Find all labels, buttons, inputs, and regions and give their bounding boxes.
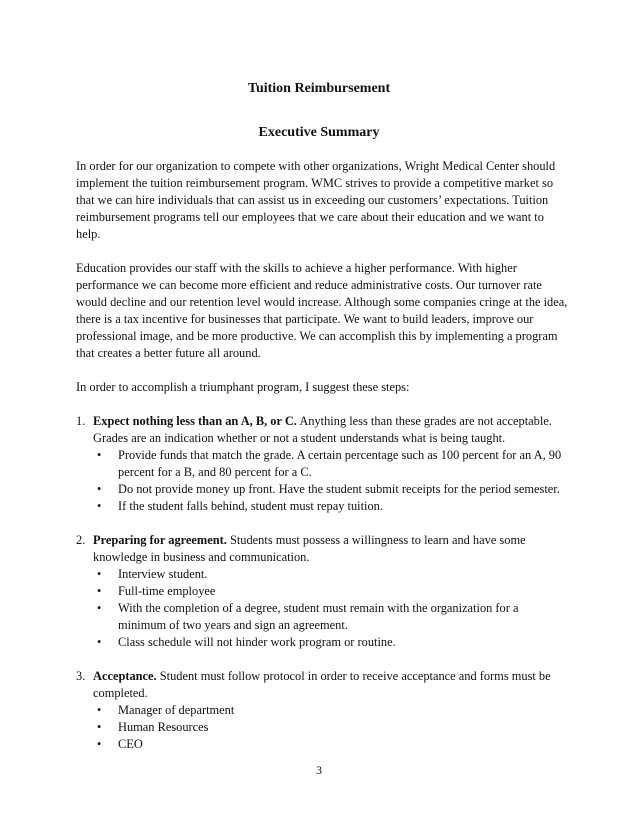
bullet-list xyxy=(93,447,568,515)
document-body xyxy=(76,158,568,770)
bullet-icon: • xyxy=(97,601,102,615)
step-text xyxy=(93,413,568,447)
bullet-list xyxy=(93,702,568,753)
list-item-text: With the completion of a degree, student must remain with the organization for a minimum of two years and sign an agreement. xyxy=(118,601,519,632)
bullet-icon: • xyxy=(97,584,102,598)
bullet-icon: • xyxy=(97,448,102,462)
step-2 xyxy=(76,532,568,651)
list-item-text: Interview student. xyxy=(118,567,208,581)
bullet-icon: • xyxy=(97,737,102,751)
step-heading: Acceptance. xyxy=(93,669,157,683)
list-item xyxy=(93,634,568,651)
list-item-text: CEO xyxy=(118,737,143,751)
step-number: 1. xyxy=(76,414,86,428)
list-item-text: Manager of department xyxy=(118,703,235,717)
step-text xyxy=(93,532,568,566)
list-item xyxy=(93,498,568,515)
list-item-text: Full-time employee xyxy=(118,584,216,598)
list-item xyxy=(93,702,568,719)
bullet-icon: • xyxy=(97,635,102,649)
step-heading: Preparing for agreement. xyxy=(93,533,227,547)
step-heading: Expect nothing less than an A, B, or C. xyxy=(93,414,297,428)
list-item xyxy=(93,566,568,583)
paragraph-steps-lead: In order to accomplish a triumphant program, I suggest these steps: xyxy=(76,380,410,394)
bullet-icon: • xyxy=(97,482,102,496)
step-3 xyxy=(76,668,568,753)
step-text xyxy=(93,668,568,702)
bullet-icon: • xyxy=(97,567,102,581)
step-1 xyxy=(76,413,568,515)
list-item xyxy=(93,447,568,481)
list-item-text: Class schedule will not hinder work program or routine. xyxy=(118,635,396,649)
list-item-text: If the student falls behind, student must repay tuition. xyxy=(118,499,383,513)
list-item xyxy=(93,736,568,753)
list-item xyxy=(93,719,568,736)
step-description: Anything less than these grades are not acceptable. Grades are an indication whether or not a student understands what is being taught. xyxy=(93,414,552,445)
page-number: 3 xyxy=(316,763,322,777)
document-subtitle: Executive Summary xyxy=(258,125,380,140)
bullet-icon: • xyxy=(97,720,102,734)
bullet-icon: • xyxy=(97,499,102,513)
list-item xyxy=(93,481,568,498)
list-item xyxy=(93,583,568,600)
list-item xyxy=(93,600,568,634)
step-description: Student must follow protocol in order to receive acceptance and forms must be completed. xyxy=(93,669,551,700)
paragraph-intro: In order for our organization to compete with other organizations, Wright Medical Center should implement the tuition reimbursement program. WMC strives to provide a competitive market so that we can hire individuals that can assist us in exceeding our customers’ expectations. Tuition reimbursement programs tell our employees that we care about their education and we want to help. xyxy=(76,159,556,241)
document-title: Tuition Reimbursement xyxy=(247,81,391,96)
step-number: 2. xyxy=(76,533,86,547)
bullet-list xyxy=(93,566,568,651)
list-item-text: Human Resources xyxy=(118,720,209,734)
step-number: 3. xyxy=(76,669,86,683)
bullet-icon: • xyxy=(97,703,102,717)
list-item-text: Do not provide money up front. Have the student submit receipts for the period semester. xyxy=(118,482,560,496)
paragraph-education: Education provides our staff with the skills to achieve a higher performance. With higher performance we can become more efficient and reduce administrative costs. Our turnover rate would decline and our retention level would increase. Although some companies cringe at the idea, there is a tax incentive for businesses that participate. We want to build leaders, improve our professional image, and be more productive. We can accomplish this by implementing a program that creates a better future all around. xyxy=(76,261,568,360)
list-item-text: Provide funds that match the grade. A certain percentage such as 100 percent for an A, 90 percent for a B, and 80 percent for a C. xyxy=(118,448,562,479)
step-description: Students must possess a willingness to learn and have some knowledge in business and communication. xyxy=(93,533,526,564)
